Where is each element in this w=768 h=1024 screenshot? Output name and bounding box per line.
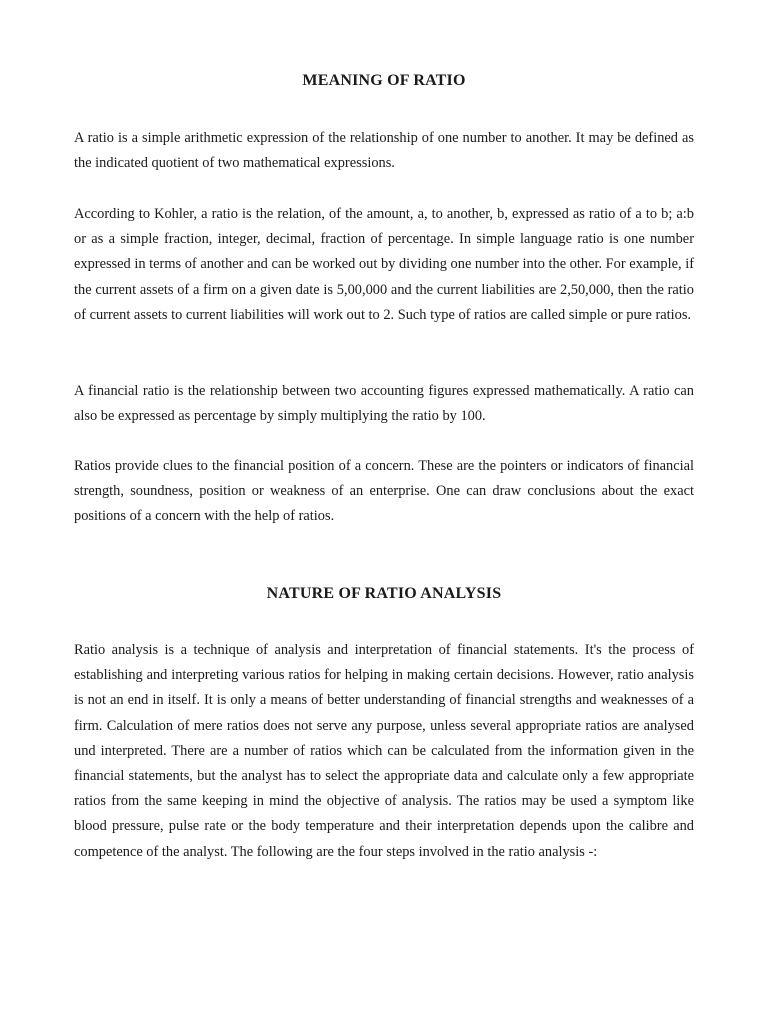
section-heading-meaning-of-ratio: MEANING OF RATIO <box>302 72 466 89</box>
paragraph-financial-ratio: A financial ratio is the relationship between two accounting figures expressed mathematically. A ratio can also be expressed as percentage by simply multiplying the ratio by 100. <box>74 383 694 425</box>
paragraph-ratio-clues: Ratios provide clues to the financial position of a concern. These are the pointers or indicators of financial strength, soundness, position or weakness of an enterprise. One can draw conclusions about the exact positions of a concern with the help of ratios. <box>74 458 694 525</box>
paragraph-ratio-definition: A ratio is a simple arithmetic expression of the relationship of one number to another. It may be defined as the indicated quotient of two mathematical expressions. <box>74 130 694 172</box>
paragraph-ratio-analysis-technique: Ratio analysis is a technique of analysis and interpretation of financial statements. It's the process of establishing and interpreting various ratios for helping in making certain decisions. However, ratio analysis is not an end in itself. It is only a means of better understanding of financial strengths and weaknesses of a firm. Calculation of mere ratios does not serve any purpose, unless several appropriate ratios are analysed und interpreted. There are a number of ratios which can be calculated from the information given in the financial statements, but the analyst has to select the appropriate data and calculate only a few appropriate ratios from the same keeping in mind the objective of analysis. The ratios may be used a symptom like blood pressure, pulse rate or the body temperature and their interpretation depends upon the calibre and competence of the analyst. The following are the four steps involved in the ratio analysis -: <box>74 642 694 860</box>
paragraph-kohler-definition: According to Kohler, a ratio is the relation, of the amount, a, to another, b, expressed as ratio of a to b; a:b or as a simple fraction, integer, decimal, fraction of percentage. In simple language ratio is one number expressed in terms of another and can be worked out by dividing one number into the other. For example, if the current assets of a firm on a given date is 5,00,000 and the current liabilities are 2,50,000, then the ratio of current assets to current liabilities will work out to 2. Such type of ratios are called simple or pure ratios. <box>74 206 694 323</box>
section-heading-nature-of-ratio-analysis: NATURE OF RATIO ANALYSIS <box>266 585 502 602</box>
